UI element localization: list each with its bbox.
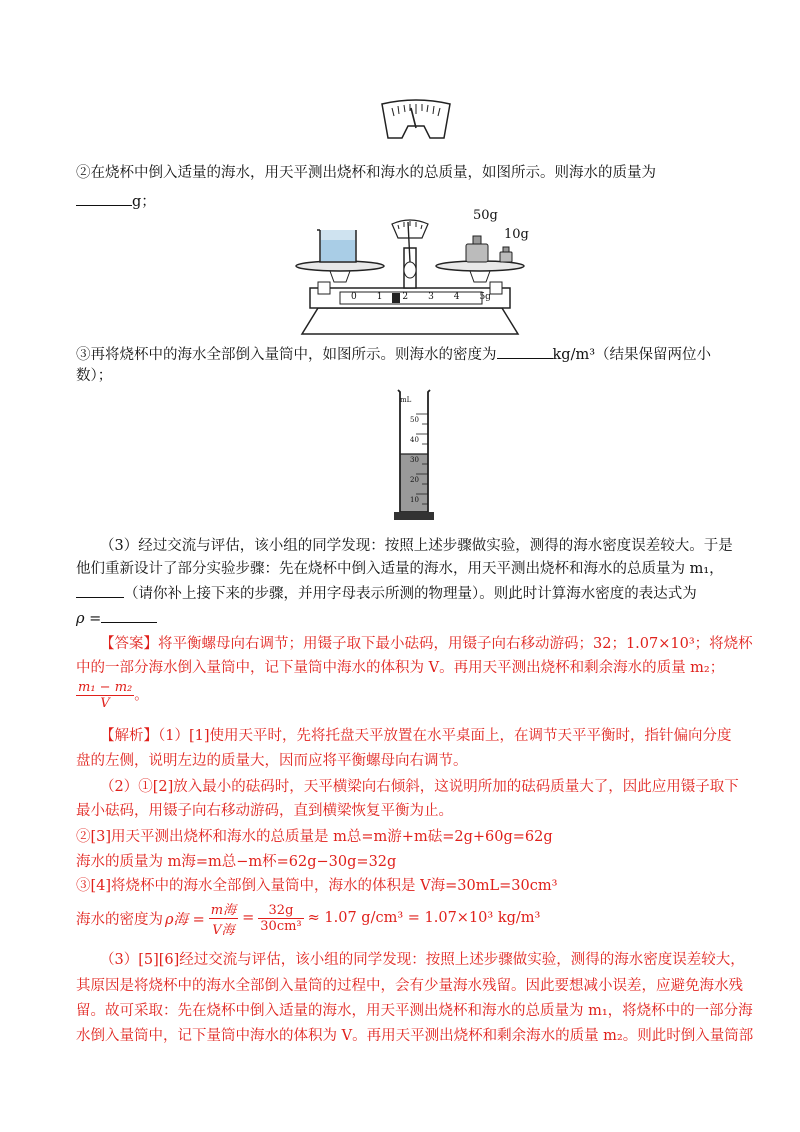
step-blank[interactable] bbox=[76, 583, 124, 598]
fraction-numerator: m₁ − m₂ bbox=[78, 680, 133, 695]
rho-symbol: ρ海 = bbox=[165, 911, 205, 928]
fraction-denominator: V bbox=[100, 696, 110, 711]
answer-line-1 bbox=[100, 634, 753, 654]
expression-blank[interactable] bbox=[101, 608, 157, 623]
scale-tick: 2 bbox=[402, 292, 409, 302]
cylinder-tick: 20 bbox=[410, 476, 419, 484]
analysis-line-1 bbox=[100, 726, 732, 746]
answer-formula bbox=[76, 680, 148, 711]
analysis-line-2: 盘的左侧，说明左边的质量大，因而应将平衡螺母向右调节。 bbox=[76, 753, 468, 769]
analysis-line-10: 留。故可采取：先在烧杯中倒入适量的海水，用天平测出烧杯和海水的总质量为 m₁，将烧杯中的一部分海 bbox=[76, 1003, 753, 1019]
part-3-text: （请你补上接下来的步骤，并用字母表示所测的物理量）。则此时计算海水密度的表达式为 bbox=[124, 586, 697, 602]
question-2-answer-line bbox=[76, 191, 156, 212]
analysis-tag: 【解析】 bbox=[100, 728, 158, 744]
answer-blank[interactable] bbox=[76, 191, 132, 206]
cylinder-tick: 40 bbox=[410, 436, 419, 444]
analysis-line-9: 其原因是将烧杯中的海水全部倒入量筒的过程中，会有少量海水残留。因此要想减小误差，应避免海水残 bbox=[76, 978, 743, 994]
fraction-mass-volume bbox=[209, 899, 238, 938]
part-3-line-1: （3）经过交流与评估，该小组的同学发现：按照上述步骤做实验，测得的海水密度误差较大。于是 bbox=[100, 538, 733, 554]
beam-scale-labels bbox=[351, 292, 491, 302]
part-3-line-4 bbox=[76, 608, 157, 629]
answer-text: 将平衡螺母向右调节；用镊子取下最小砝码，用镊子向右移动游码；32；1.07×10³；将烧杯 bbox=[158, 636, 753, 652]
part-3-line-2: 他们重新设计了部分实验步骤：先在烧杯中倒入适量的海水，用天平测出烧杯和海水的总质量为 m₁， bbox=[76, 561, 724, 577]
scale-tick: 3 bbox=[428, 292, 434, 302]
density-blank[interactable] bbox=[497, 344, 553, 359]
scale-tick: 0 bbox=[351, 292, 357, 302]
question-3-text: ③再将烧杯中的海水全部倒入量筒中，如图所示。则海水的密度为 bbox=[76, 347, 497, 363]
analysis-line-8: （3）[5][6]经过交流与评估，该小组的同学发现：按照上述步骤做实验，测得的海水密度误差较大， bbox=[100, 952, 745, 968]
weight-50-label: 50g bbox=[473, 208, 498, 223]
balance-figure bbox=[290, 208, 530, 336]
analysis-line-6: 海水的质量为 m海=m总−m杯=62g−30g=32g bbox=[76, 854, 397, 870]
fraction-values bbox=[258, 903, 303, 934]
part-3-line-3 bbox=[76, 583, 697, 604]
question-3-line-end: 数）； bbox=[76, 368, 113, 384]
question-2-line: ②在烧杯中倒入适量的海水，用天平测出烧杯和海水的总质量，如图所示。则海水的质量为 bbox=[76, 165, 656, 181]
question-3-line bbox=[76, 344, 711, 365]
answer-tag: 【答案】 bbox=[100, 636, 158, 652]
density-result: ≈ 1.07 g/cm³ = 1.07×10³ kg/m³ bbox=[307, 910, 541, 926]
rho-symbol: ρ = bbox=[76, 611, 102, 627]
scale-tick: 4 bbox=[453, 292, 460, 302]
cylinder-unit: mL bbox=[400, 396, 412, 404]
density-unit: kg/m³（结果保留两位小 bbox=[552, 347, 712, 363]
cylinder-tick: 50 bbox=[410, 416, 419, 424]
analysis-line-3: （2）①[2]放入最小的砝码时，天平横梁向右倾斜，这说明所加的砝码质量大了，因此应用镊子取下 bbox=[100, 779, 739, 795]
cylinder-ticks bbox=[410, 410, 419, 510]
fraction-denominator: 30cm³ bbox=[260, 918, 302, 934]
cylinder-tick: 10 bbox=[410, 496, 419, 504]
scale-tick: 1 bbox=[376, 292, 383, 302]
fraction-numerator: 32g bbox=[258, 903, 303, 919]
density-equation bbox=[76, 898, 540, 938]
analysis-line-7: ③[4]将烧杯中的海水全部倒入量筒中，海水的体积是 V海=30mL=30cm³ bbox=[76, 878, 558, 894]
answer-line-2: 中的一部分海水倒入量筒中，记下量筒中海水的体积为 V。再用天平测出烧杯和剩余海水的质量 m₂； bbox=[76, 660, 725, 676]
analysis-line-11: 水倒入量筒中，记下量筒中海水的体积为 V。再用天平测出烧杯和剩余海水的质量 m₂。则此时倒入量筒部 bbox=[76, 1028, 754, 1044]
equals-sign: = bbox=[242, 910, 255, 926]
analysis-line-4: 最小砝码，用镊子向右移动游码，直到横梁恢复平衡为止。 bbox=[76, 803, 453, 819]
fraction-end: 。 bbox=[134, 687, 149, 704]
analysis-text: （1）[1]使用天平时，先将托盘天平放置在水平桌面上，在调节天平平衡时，指针偏向分度 bbox=[158, 728, 732, 744]
cylinder-tick: 30 bbox=[410, 456, 419, 464]
fraction-denominator: V海 bbox=[212, 922, 235, 938]
analysis-line-5: ②[3]用天平测出烧杯和海水的总质量是 m总=m游+m砝=2g+60g=62g bbox=[76, 829, 553, 845]
dial-figure bbox=[378, 98, 454, 144]
scale-tick: 5g bbox=[479, 292, 491, 302]
density-label: 海水的密度为 bbox=[76, 911, 163, 928]
unit-label: g； bbox=[132, 194, 156, 210]
fraction-numerator: m海 bbox=[209, 899, 238, 919]
density-fraction bbox=[76, 680, 134, 711]
weight-10-label: 10g bbox=[504, 227, 529, 242]
